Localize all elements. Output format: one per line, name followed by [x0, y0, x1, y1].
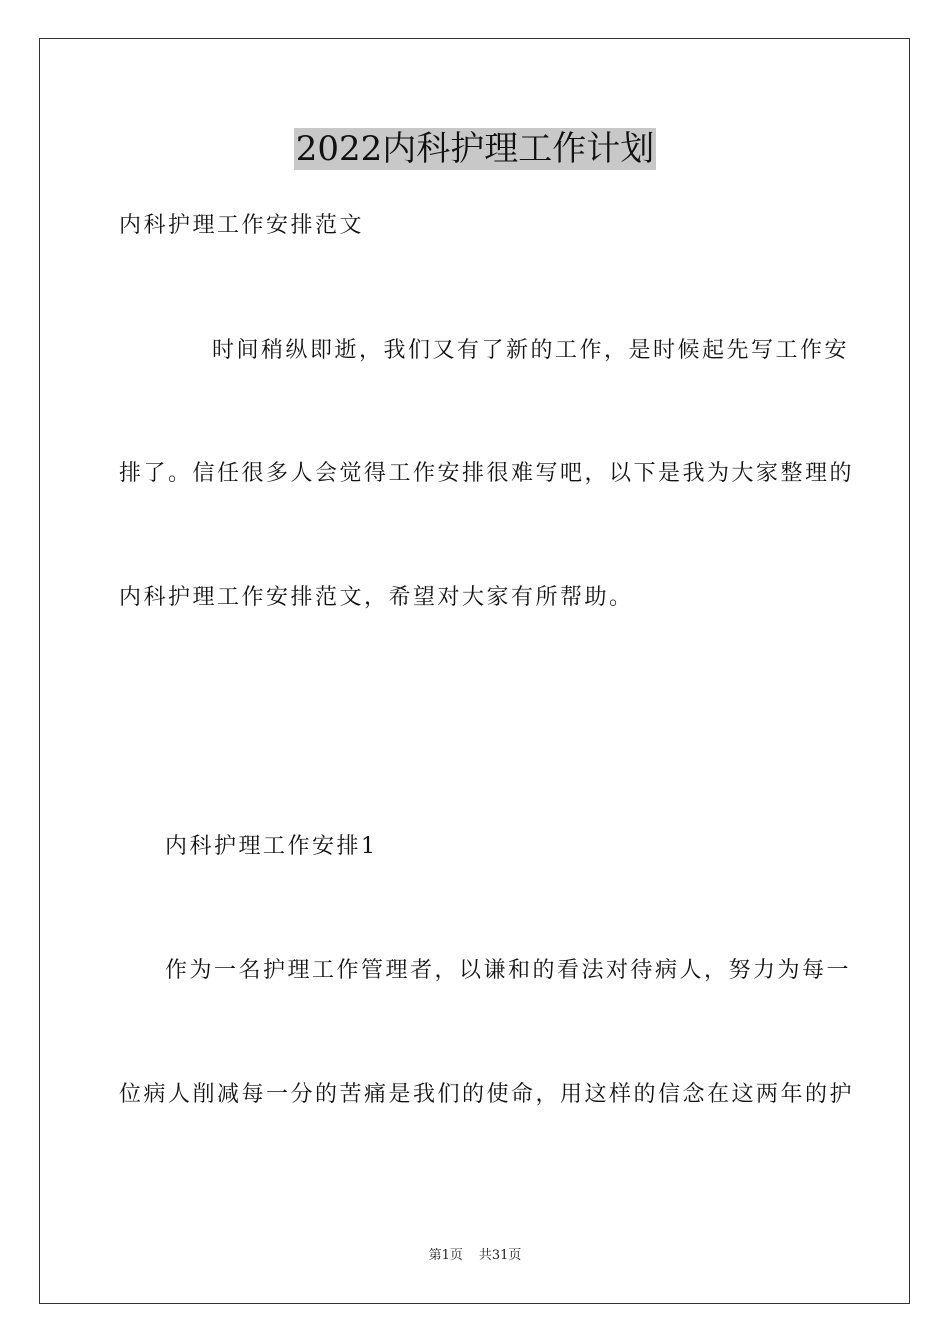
page-number: 第1页 — [428, 1248, 463, 1263]
body-paragraph-line: 位病人削减每一分的苦痛是我们的使命，用这样的信念在这两年的护 — [119, 1082, 855, 1107]
intro-paragraph-line: 时间稍纵即逝，我们又有了新的工作，是时候起先写工作安 — [212, 338, 850, 363]
intro-paragraph-line: 内科护理工作安排范文，希望对大家有所帮助。 — [119, 585, 634, 610]
page-footer — [0, 1247, 950, 1265]
body-paragraph-line: 作为一名护理工作管理者，以谦和的看法对待病人，努力为每一 — [165, 958, 852, 983]
title-container — [0, 128, 950, 170]
intro-paragraph-line: 排了。信任很多人会觉得工作安排很难写吧，以下是我为大家整理的 — [119, 461, 855, 486]
section-heading: 内科护理工作安排1 — [165, 834, 378, 859]
document-subtitle: 内科护理工作安排范文 — [119, 213, 365, 238]
page-total: 共31页 — [478, 1248, 522, 1263]
document-title: 2022内科护理工作计划 — [295, 129, 655, 169]
